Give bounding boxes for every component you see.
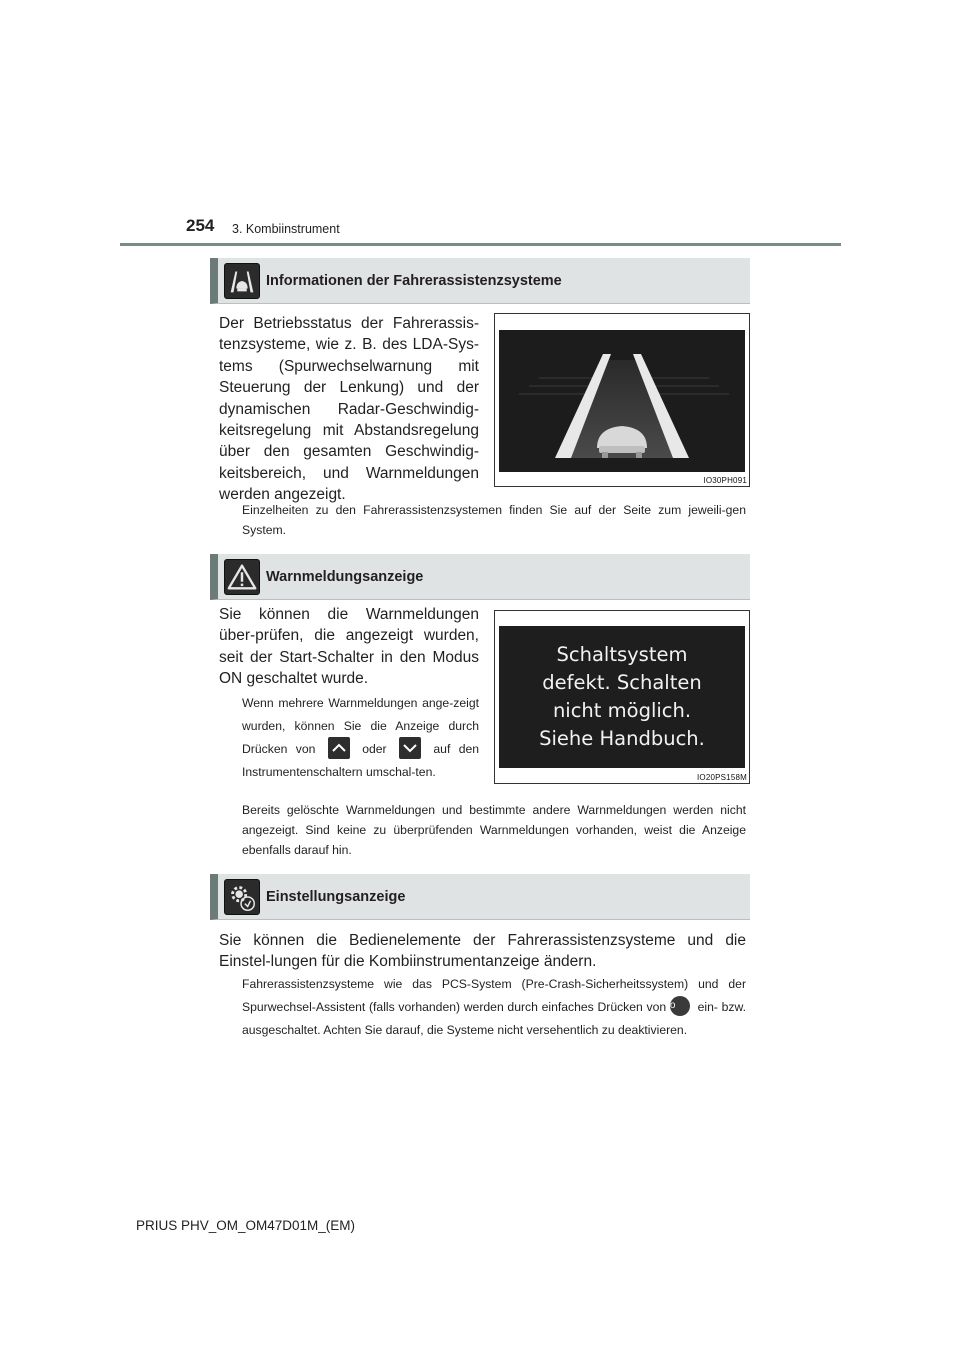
section-note-switch-display (242, 692, 479, 784)
screen-message-line-2: defekt. Schalten (542, 671, 702, 694)
arrow-down-button-icon (399, 737, 421, 759)
section-note: Einzelheiten zu den Fahrerassistenzsystemen finden Sie auf der Seite zum jeweili-gen System. (242, 503, 746, 537)
driver-assist-figure (494, 313, 750, 487)
section-header-warning-messages (210, 554, 750, 600)
chapter-title: 3. Kombiinstrument (232, 222, 340, 236)
section-title: Einstellungsanzeige (266, 889, 406, 905)
page-number: 254 (186, 216, 215, 235)
note-text-part1: Fahrerassistenzsysteme wie das PCS-System (Pre-Crash-Sicherheitssystem) und der Spurwechsel-Assistent (falls vorhanden) werden durch einfaches Drücken von (242, 977, 746, 1014)
screen-message-line-3: nicht möglich. (552, 699, 692, 722)
warning-triangle-icon (224, 559, 260, 595)
driver-assist-icon (224, 263, 260, 299)
selector-button-icon: o (670, 996, 690, 1016)
arrow-up-button-icon (328, 737, 350, 759)
section-note-toggle-systems (242, 973, 746, 1042)
settings-gear-icon (224, 879, 260, 915)
document-code: PRIUS PHV_OM_OM47D01M_(EM) (136, 1218, 356, 1233)
section-title: Informationen der Fahrerassistenzsysteme (266, 273, 562, 289)
note-text-part2: oder (362, 742, 387, 756)
lane-display-graphic (499, 330, 745, 472)
note-text-part3: auf den Instrumentenschaltern umschal-ten. (242, 742, 480, 779)
note-text-part1: Wenn mehrere Warnmeldungen ange-zeigt wurden, können Sie die Anzeige durch Drücken von (242, 696, 479, 756)
section-header-settings (210, 874, 750, 920)
section-note: Bereits gelöschte Warnmeldungen und bestimmte andere Warnmeldungen werden nicht angezeigt. Sind keine zu überprüfenden Warnmeldungen vorhanden, weist die Anzeige ebenfalls darauf hin. (242, 803, 746, 857)
section-title: Warnmeldungsanzeige (266, 569, 424, 585)
section-body-text: Sie können die Warnmeldungen über-prüfen, die angezeigt wurden, seit der Start-Schalter in den Modus ON geschaltet wurde. (219, 606, 479, 688)
note-text-part2: ein- bzw. ausgeschaltet. Achten Sie darauf, die Systeme nicht versehentlich zu deaktivieren. (242, 1000, 746, 1037)
figure-code: IO20PS158M (696, 773, 747, 782)
warning-message-display (499, 626, 745, 768)
header-divider (120, 243, 841, 246)
section-header-driver-assist (210, 258, 750, 304)
section-body-text: Der Betriebsstatus der Fahrerassis-tenzsysteme, wie z. B. des LDA-Sys-tems (Spurwechselwarnung mit Steuerung der Lenkung) und der dynamischen Radar-Geschwindig-keitsregelung mit Abstandsregelung über den gesamten Geschwindig-keitsbereich, und Warnmeldungen werden angezeigt. (219, 315, 479, 504)
driver-assist-display (499, 330, 745, 472)
screen-message-line-1: Schaltsystem (556, 643, 688, 666)
screen-message-line-4: Siehe Handbuch. (539, 727, 705, 750)
figure-code: IO30PH091 (703, 476, 747, 485)
section-body-text: Sie können die Bedienelemente der Fahrerassistenzsysteme und die Einstel-lungen für die Kombiinstrumentanzeige ändern. (219, 932, 746, 971)
warning-message-figure (494, 610, 750, 784)
